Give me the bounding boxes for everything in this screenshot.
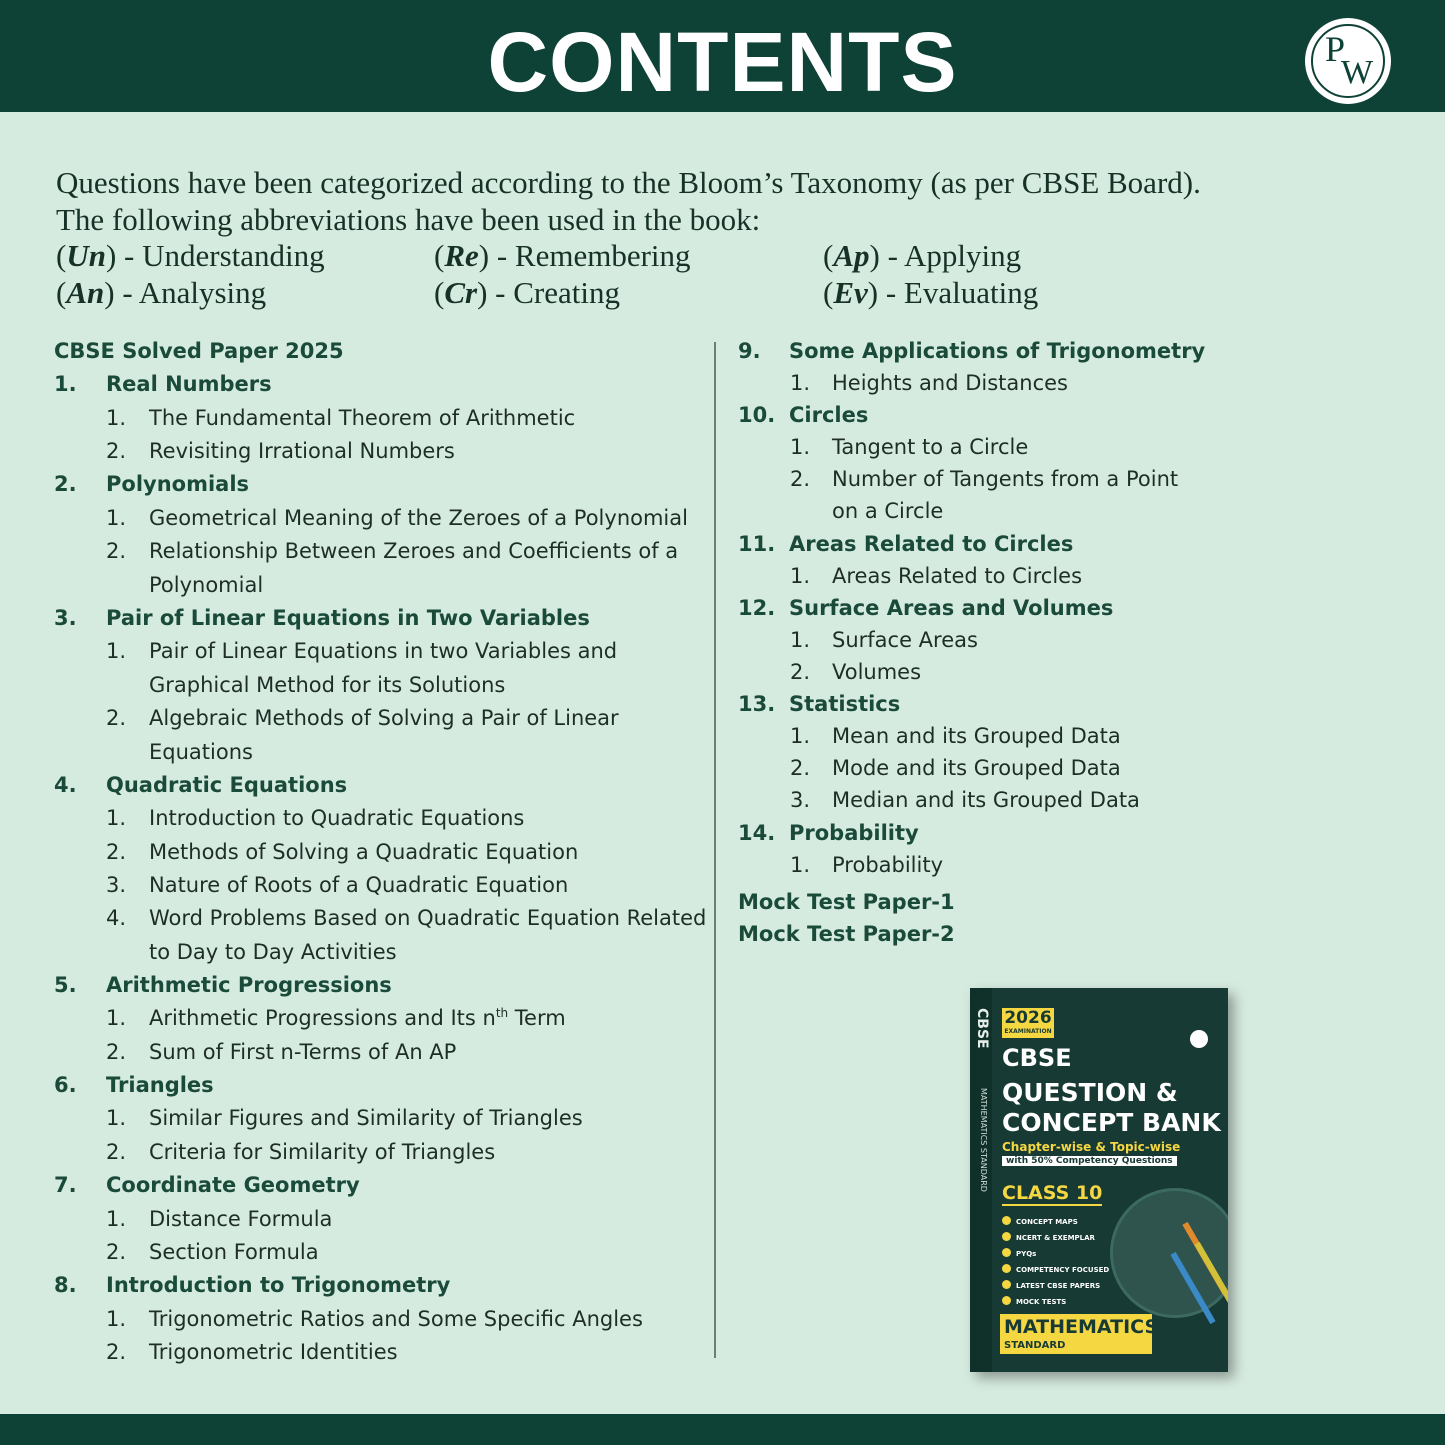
topic-number: 1. (790, 724, 811, 748)
chapter-number: 1. (54, 372, 77, 396)
topic-number: 2. (106, 1140, 127, 1164)
chapter-title-areas-circles[interactable]: Areas Related to Circles (789, 532, 1074, 556)
chapter-title-triangles[interactable]: Triangles (106, 1073, 214, 1097)
logo-letter-p: P (1325, 29, 1346, 69)
topic-title[interactable]: Volumes (832, 660, 922, 684)
book-subtitle: Chapter-wise & Topic-wise (1002, 1140, 1181, 1154)
book-year-badge: 2026 EXAMINATION (1002, 1008, 1054, 1038)
topic-title[interactable]: Pair of Linear Equations in two Variables and (149, 639, 618, 663)
book-feature: MOCK TESTS (1016, 1298, 1067, 1306)
page-title: CONTENTS (487, 15, 958, 109)
abbr-analysing: (An) - Analysing (56, 275, 267, 310)
chapter-title-statistics[interactable]: Statistics (789, 692, 901, 716)
topic-number: 1. (790, 853, 811, 877)
book-feature: CONCEPT MAPS (1016, 1218, 1078, 1226)
toc-mock-test-1[interactable]: Mock Test Paper-1 (738, 890, 955, 914)
chapter-number: 9. (738, 339, 761, 363)
chapter-number: 2. (54, 472, 77, 496)
topic-title[interactable]: Mode and its Grouped Data (832, 756, 1121, 780)
chapter-number: 3. (54, 606, 77, 630)
topic-number: 2. (106, 1240, 127, 1264)
intro-line-2: The following abbreviations have been used in the book: (56, 202, 761, 237)
book-subtitle-2: with 50% Competency Questions (1002, 1156, 1177, 1166)
chapter-number: 10. (738, 403, 776, 427)
topic-number: 1. (106, 506, 127, 530)
book-title: QUESTION & CONCEPT BANK (1002, 1078, 1221, 1137)
book-subject: MATHEMATICS (1004, 1316, 1159, 1338)
topic-number: 1. (790, 371, 811, 395)
topic-number: 2. (106, 539, 127, 563)
topic-title-continued[interactable]: Polynomial (149, 573, 264, 597)
topic-title[interactable]: Revisiting Irrational Numbers (149, 439, 455, 463)
abbr-evaluating: (Ev) - Evaluating (823, 275, 1039, 310)
book-logo-icon (1190, 1030, 1208, 1048)
topic-title[interactable]: Word Problems Based on Quadratic Equation Related (149, 906, 707, 930)
chapter-number: 11. (738, 532, 776, 556)
topic-number: 3. (790, 788, 811, 812)
topic-title[interactable]: Relationship Between Zeroes and Coefficients of a (149, 539, 679, 563)
chapter-title-applications-trigonometry[interactable]: Some Applications of Trigonometry (789, 339, 1206, 363)
topic-number: 2. (790, 467, 811, 491)
topic-number: 2. (106, 439, 127, 463)
bullet-icon (1002, 1248, 1011, 1257)
topic-number: 1. (106, 406, 127, 430)
topic-number: 3. (106, 873, 127, 897)
book-spine (970, 988, 992, 1372)
book-spine-subject: MATHEMATICS STANDARD (979, 1088, 988, 1192)
protractor-illustration (1110, 1188, 1228, 1318)
topic-number: 1. (790, 564, 811, 588)
abbr-creating: (Cr) - Creating (434, 275, 620, 310)
chapter-number: 7. (54, 1173, 77, 1197)
header-bar (0, 0, 1445, 112)
topic-number: 1. (106, 1307, 127, 1331)
chapter-number: 8. (54, 1273, 77, 1297)
chapter-title-real-numbers[interactable]: Real Numbers (106, 372, 272, 396)
pw-logo (1305, 18, 1391, 104)
topic-number: 1. (790, 628, 811, 652)
abbr-applying: (Ap) - Applying (823, 238, 1022, 273)
chapter-title-polynomials[interactable]: Polynomials (106, 472, 250, 496)
chapter-title-surface-areas[interactable]: Surface Areas and Volumes (789, 596, 1114, 620)
topic-title[interactable]: Arithmetic Progressions and Its $n^{th}$ Term (149, 1006, 566, 1030)
bullet-icon (1002, 1264, 1011, 1273)
topic-title[interactable]: Trigonometric Identities (149, 1340, 398, 1364)
topic-title[interactable]: Heights and Distances (832, 371, 1068, 395)
chapter-number: 5. (54, 973, 77, 997)
abbr-remembering: (Re) - Remembering (434, 238, 691, 273)
topic-number: 2. (790, 756, 811, 780)
topic-title[interactable]: Sum of First n-Terms of An AP (149, 1040, 457, 1064)
topic-title-continued[interactable]: Graphical Method for its Solutions (149, 673, 506, 697)
chapter-number: 6. (54, 1073, 77, 1097)
topic-title-continued[interactable]: to Day to Day Activities (149, 940, 397, 964)
logo-letter-w: W (1341, 54, 1374, 91)
footer-bar (0, 1414, 1445, 1445)
topic-title[interactable]: The Fundamental Theorem of Arithmetic (149, 406, 576, 430)
topic-number: 1. (106, 639, 127, 663)
chapter-title-linear-equations[interactable]: Pair of Linear Equations in Two Variables (106, 606, 590, 630)
topic-number: 2. (106, 1040, 127, 1064)
book-cbse-label: CBSE (1002, 1044, 1072, 1072)
topic-number: 1. (106, 806, 127, 830)
book-cover (970, 988, 1228, 1372)
book-feature: COMPETENCY FOCUSED (1016, 1266, 1110, 1274)
topic-title[interactable]: Criteria for Similarity of Triangles (149, 1140, 496, 1164)
chapter-number: 14. (738, 821, 776, 845)
column-divider (714, 342, 716, 1358)
topic-number: 2. (106, 1340, 127, 1364)
chapter-title-quadratic-equations[interactable]: Quadratic Equations (106, 773, 348, 797)
topic-title[interactable]: Number of Tangents from a Point (832, 467, 1179, 491)
topic-title-continued[interactable]: Equations (149, 740, 253, 764)
book-feature: LATEST CBSE PAPERS (1016, 1282, 1101, 1290)
topic-number: 1. (106, 1006, 127, 1030)
book-class-label: CLASS 10 (1002, 1182, 1103, 1204)
bullet-icon (1002, 1216, 1011, 1225)
topic-number: 2. (106, 840, 127, 864)
topic-title[interactable]: Probability (832, 853, 944, 877)
bullet-icon (1002, 1296, 1011, 1305)
abbr-understanding: (Un) - Understanding (56, 238, 325, 273)
chapter-title-intro-trigonometry[interactable]: Introduction to Trigonometry (106, 1273, 451, 1297)
topic-number: 1. (106, 1207, 127, 1231)
chapter-title-circles[interactable]: Circles (789, 403, 869, 427)
topic-title[interactable]: Geometrical Meaning of the Zeroes of a Polynomial (149, 506, 688, 530)
intro-line-1: Questions have been categorized according to the Bloom’s Taxonomy (as per CBSE Board). (56, 165, 1201, 200)
topic-title[interactable]: Median and its Grouped Data (832, 788, 1140, 812)
book-subject-banner (1000, 1314, 1159, 1354)
topic-number: 1. (790, 435, 811, 459)
topic-number: 2. (106, 706, 127, 730)
topic-title[interactable]: Section Formula (149, 1240, 319, 1264)
topic-title-continued[interactable]: on a Circle (832, 499, 944, 523)
chapter-title-arithmetic-progressions[interactable]: Arithmetic Progressions (106, 973, 392, 997)
bullet-icon (1002, 1232, 1011, 1241)
book-spine-label: CBSE (974, 1008, 990, 1049)
topic-title[interactable]: Surface Areas (832, 628, 978, 652)
book-subject-level: STANDARD (1004, 1340, 1066, 1351)
topic-title[interactable]: Tangent to a Circle (832, 435, 1029, 459)
topic-title[interactable]: Similar Figures and Similarity of Triangles (149, 1106, 583, 1130)
toc-solved-paper[interactable]: CBSE Solved Paper 2025 (54, 339, 344, 363)
topic-number: 1. (106, 1106, 127, 1130)
topic-title[interactable]: Introduction to Quadratic Equations (149, 806, 525, 830)
topic-title[interactable]: Areas Related to Circles (832, 564, 1083, 588)
topic-title[interactable]: Nature of Roots of a Quadratic Equation (149, 873, 569, 897)
chapter-number: 4. (54, 773, 77, 797)
toc-mock-test-2[interactable]: Mock Test Paper-2 (738, 922, 955, 946)
topic-title[interactable]: Methods of Solving a Quadratic Equation (149, 840, 579, 864)
chapter-title-probability[interactable]: Probability (789, 821, 919, 845)
topic-number: 4. (106, 906, 127, 930)
book-feature: PYQs (1016, 1250, 1037, 1258)
chapter-title-coordinate-geometry[interactable]: Coordinate Geometry (106, 1173, 360, 1197)
topic-title[interactable]: Algebraic Methods of Solving a Pair of Linear (149, 706, 619, 730)
bullet-icon (1002, 1280, 1011, 1289)
chapter-number: 12. (738, 596, 776, 620)
topic-title[interactable]: Mean and its Grouped Data (832, 724, 1121, 748)
intro-text (56, 164, 1201, 238)
topic-title[interactable]: Trigonometric Ratios and Some Specific Angles (149, 1307, 643, 1331)
book-feature: NCERT & EXEMPLAR (1016, 1234, 1095, 1242)
chapter-number: 13. (738, 692, 776, 716)
topic-number: 2. (790, 660, 811, 684)
topic-title[interactable]: Distance Formula (149, 1207, 333, 1231)
